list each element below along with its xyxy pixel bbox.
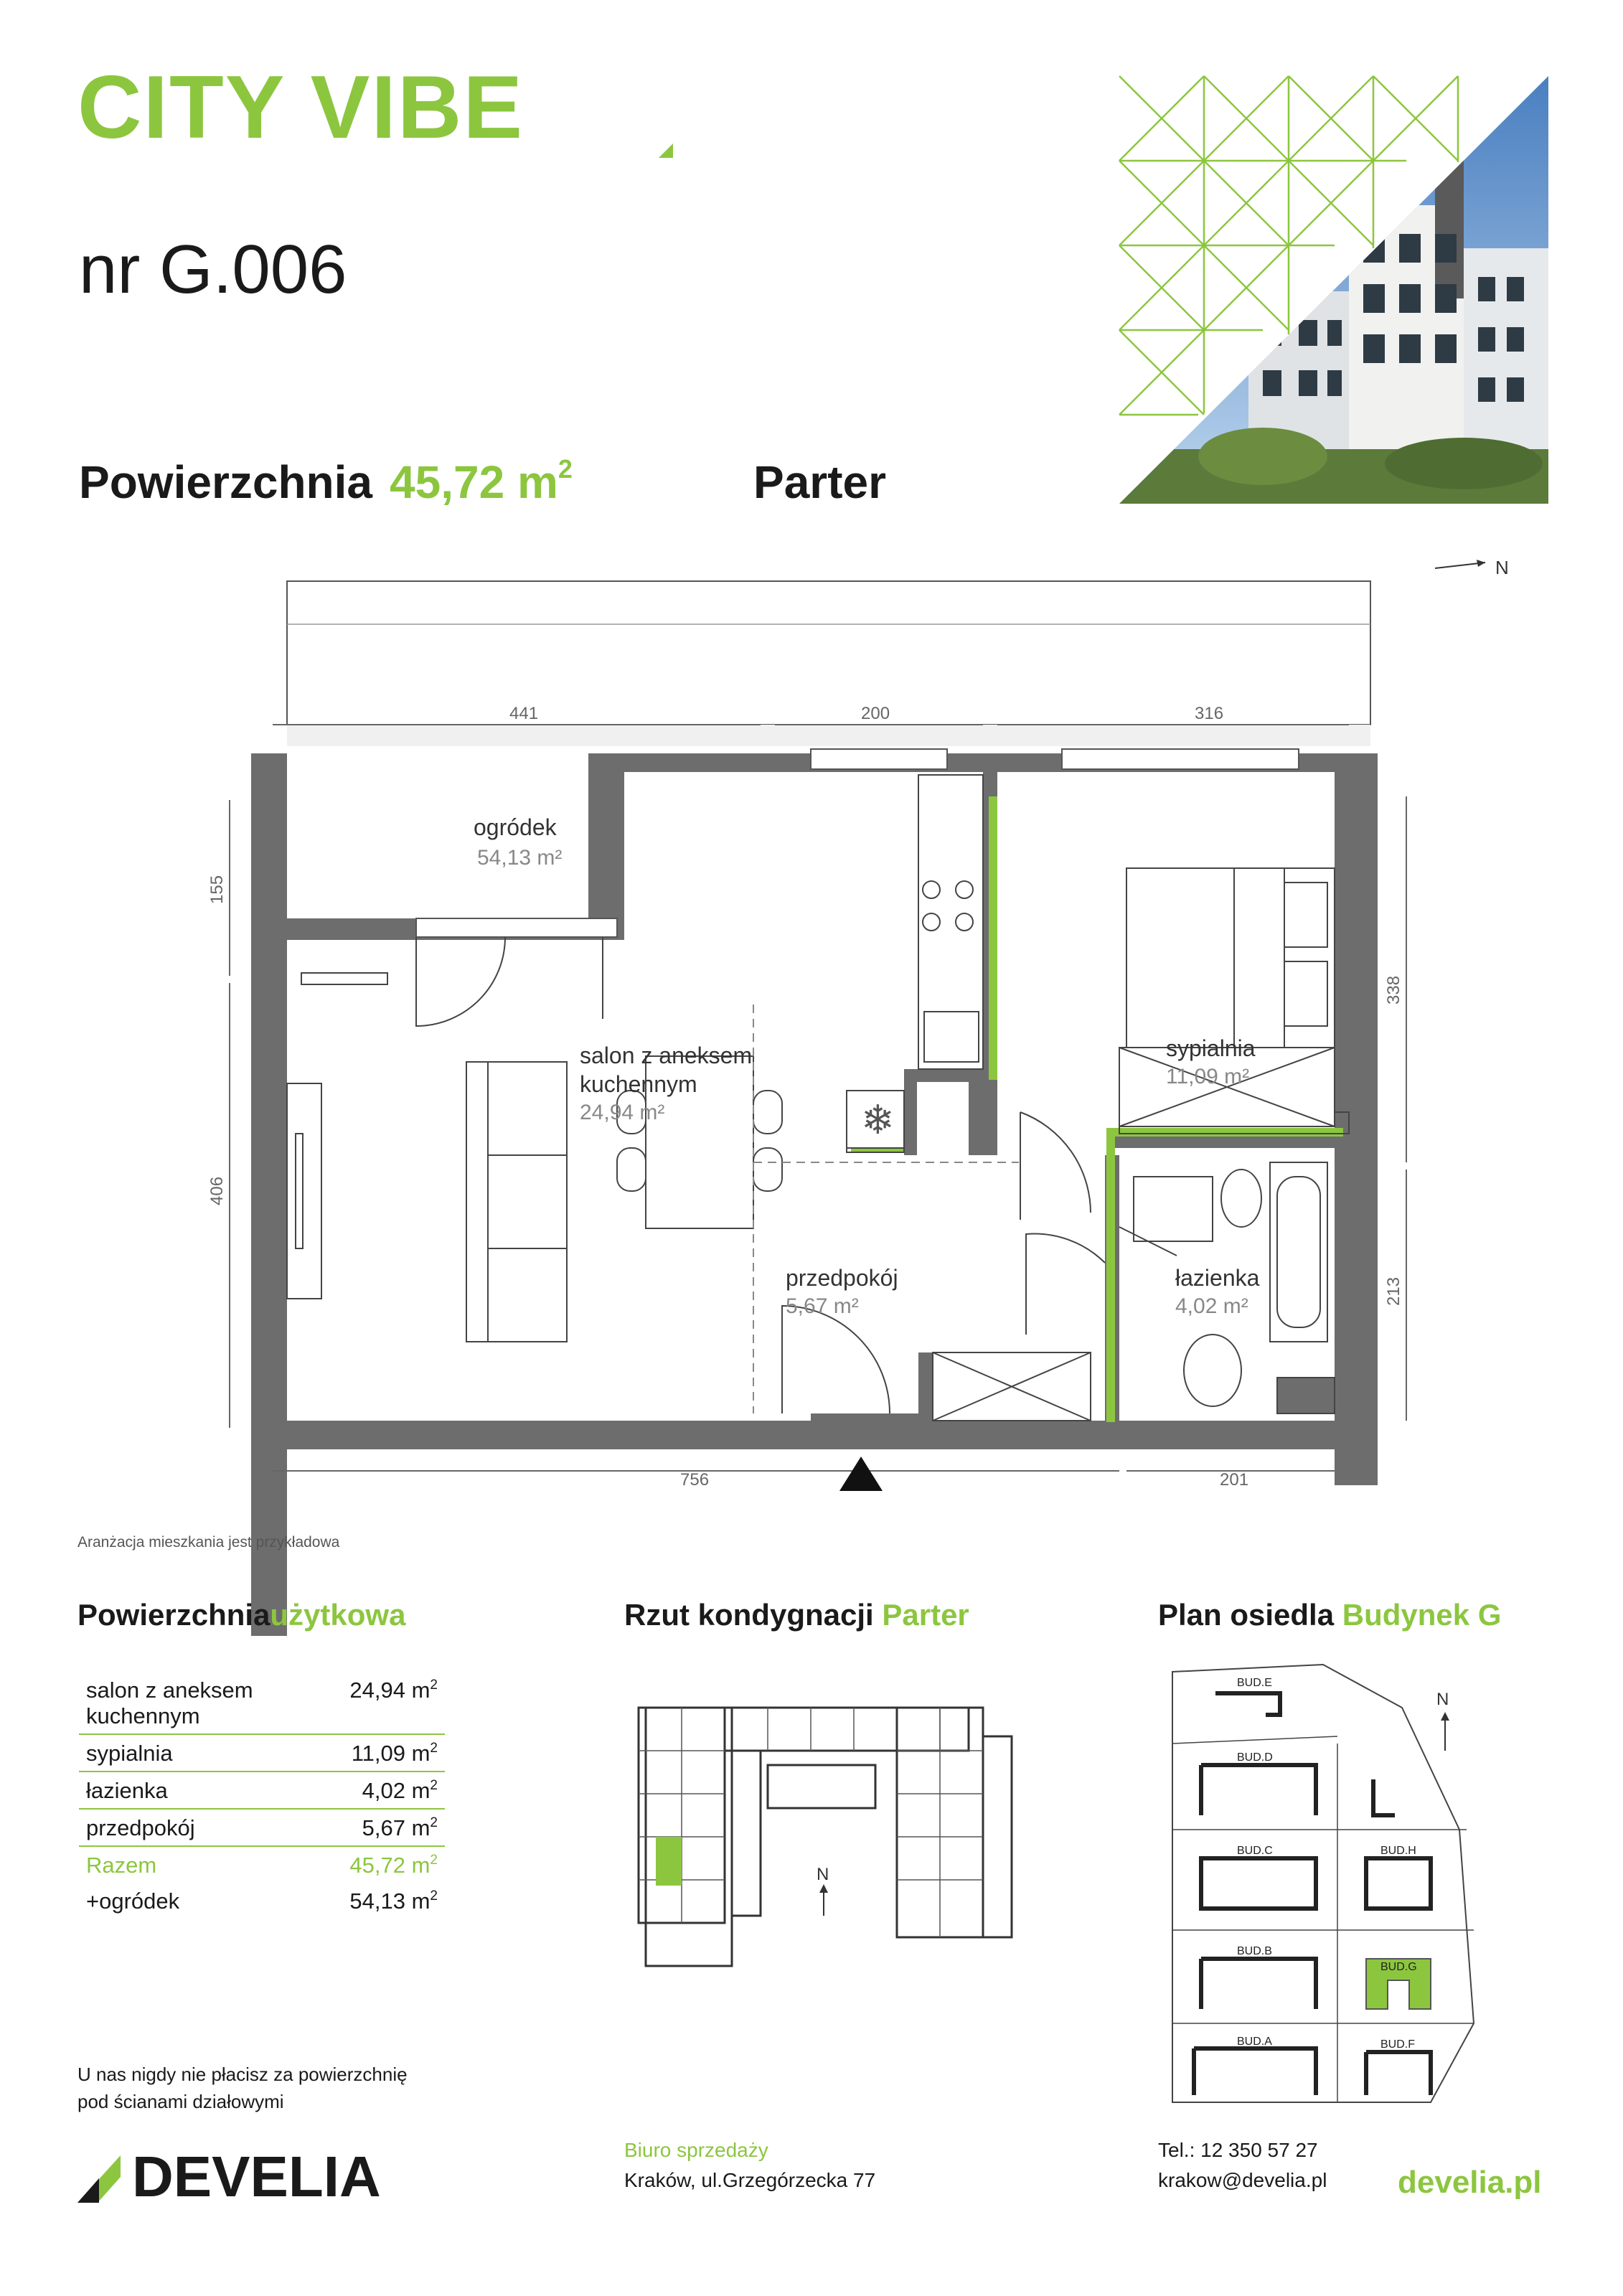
building-label: BUD.D bbox=[1237, 1751, 1273, 1764]
building-floor-plan-thumbnail bbox=[624, 1665, 1026, 1987]
table-row: salon z aneksem kuchennym 24,94 $m^2$ bbox=[79, 1672, 445, 1735]
slogan: U nas nigdy nie płacisz za powierzchnię pod ścianami działowymi bbox=[77, 2064, 408, 2112]
office-title: Biuro sprzedaży bbox=[624, 2139, 768, 2161]
develia-logo-text: DEVELIA bbox=[132, 2145, 381, 2208]
logo-corner-mark bbox=[659, 144, 673, 158]
city-vibe-logo: CITY VIBE bbox=[77, 58, 524, 157]
dim-left-bottom: 406 bbox=[207, 1176, 227, 1205]
unit-highlight bbox=[656, 1837, 682, 1886]
floor-label: Parter bbox=[753, 456, 886, 508]
room-name-przedpokoj: przedpokój bbox=[786, 1265, 898, 1291]
room-name-ogrodek: ogródek bbox=[474, 814, 557, 840]
table-row-total: Razem 45,72 $m^2$ bbox=[86, 1853, 438, 1878]
usable-area-title: Powierzchniaużytkowa bbox=[77, 1598, 406, 1632]
building-label: BUD.G bbox=[1380, 1961, 1417, 1973]
dim-right-bottom: 213 bbox=[1384, 1276, 1403, 1306]
room-name-salon-1: salon z aneksem bbox=[580, 1043, 753, 1068]
dim-top-mid: 200 bbox=[861, 704, 890, 723]
unit-number: nr G.006 bbox=[79, 231, 347, 308]
dim-top-left: 441 bbox=[509, 704, 539, 723]
room-area-lazienka: 4,02 m² bbox=[1175, 1294, 1248, 1318]
office-address: Kraków, ul.Grzegórzecka 77 bbox=[624, 2169, 876, 2191]
room-name-sypialnia: sypialnia bbox=[1166, 1035, 1256, 1061]
room-area-ogrodek: 54,13 m² bbox=[477, 846, 563, 870]
building-label: BUD.B bbox=[1237, 1945, 1272, 1957]
website-link[interactable]: develia.pl bbox=[1398, 2165, 1542, 2200]
table-row-garden: +ogródek 54,13 $m^2$ bbox=[86, 1888, 438, 1914]
triangle-grid-decoration bbox=[1119, 76, 1548, 504]
room-name-lazienka: łazienka bbox=[1175, 1265, 1260, 1291]
estate-plan-title: Plan osiedla Budynek G bbox=[1158, 1598, 1502, 1632]
floor-plan-title: Rzut kondygnacji Parter bbox=[624, 1598, 969, 1632]
dim-bottom-left: 756 bbox=[680, 1470, 710, 1490]
contact-info bbox=[1158, 2135, 1327, 2196]
dim-top-right: 316 bbox=[1195, 704, 1224, 723]
table-row: sypialnia 11,09 $m^2$ bbox=[79, 1735, 445, 1772]
room-name-salon-2: kuchennym bbox=[580, 1071, 697, 1097]
dim-left-top: 155 bbox=[207, 875, 227, 904]
room-area-sypialnia: 11,09 m² bbox=[1166, 1065, 1250, 1088]
table-row: łazienka 4,02 $m^2$ bbox=[79, 1772, 445, 1810]
entrance-arrow-icon bbox=[839, 1457, 883, 1491]
develia-logo-icon bbox=[77, 2155, 121, 2203]
area-value: 45,72 $m^2$ bbox=[390, 454, 573, 508]
building-label: BUD.E bbox=[1237, 1677, 1272, 1689]
area-label: Powierzchnia bbox=[79, 456, 372, 508]
estate-site-plan bbox=[1158, 1650, 1488, 2117]
building-label: BUD.A bbox=[1237, 2036, 1272, 2048]
dim-right-top: 338 bbox=[1384, 975, 1403, 1004]
room-area-przedpokoj: 5,67 m² bbox=[786, 1294, 859, 1318]
north-label: N bbox=[1495, 557, 1509, 578]
building-label: BUD.C bbox=[1237, 1845, 1273, 1857]
fridge-icon: ❄ bbox=[861, 1097, 895, 1142]
dim-bottom-right: 201 bbox=[1220, 1470, 1249, 1490]
email-link[interactable]: krakow@develia.pl bbox=[1158, 2169, 1327, 2191]
estate-north-label: N bbox=[1436, 1690, 1449, 1709]
building-label: BUD.H bbox=[1380, 1845, 1416, 1857]
apartment-floor-plan bbox=[207, 545, 1464, 1500]
room-area-salon: 24,94 m² bbox=[580, 1101, 665, 1124]
arrangement-note: Aranżacja mieszkania jest przykładowa bbox=[77, 1534, 340, 1551]
area-headline bbox=[79, 454, 573, 508]
mini-north-label: N bbox=[817, 1865, 829, 1884]
phone[interactable]: Tel.: 12 350 57 27 bbox=[1158, 2139, 1318, 2161]
usable-area-table bbox=[79, 1672, 445, 1919]
building-label: BUD.F bbox=[1380, 2038, 1415, 2051]
table-row: przedpokój 5,67 $m^2$ bbox=[79, 1810, 445, 1847]
sales-office bbox=[624, 2135, 875, 2196]
